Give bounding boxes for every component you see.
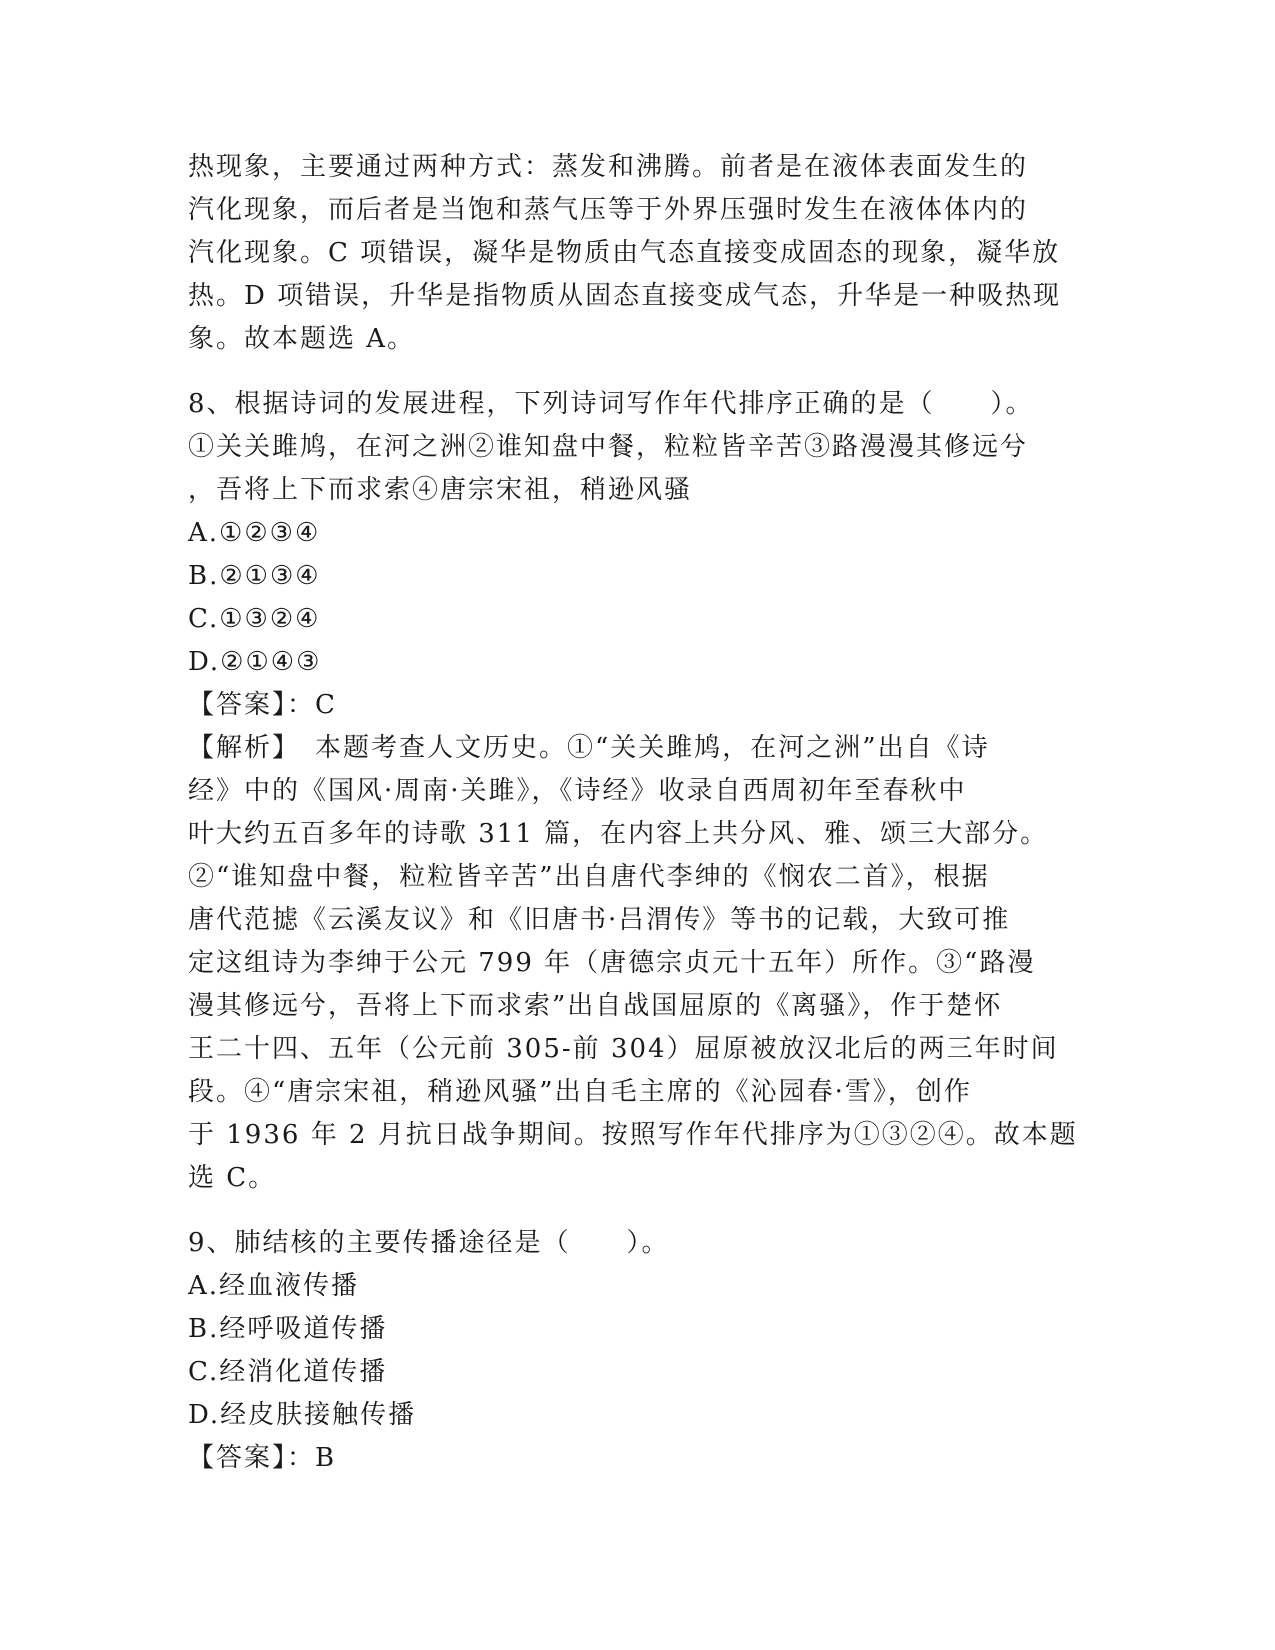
text-line: 象。故本题选 A。 xyxy=(188,324,416,354)
option-c: C.①③②④ xyxy=(188,604,321,634)
explanation-line: 选 C。 xyxy=(188,1163,277,1193)
explanation-line: 王二十四、五年（公元前 305-前 304）屈原被放汉北后的两三年时间 xyxy=(188,1034,1059,1064)
option-b: B.②①③④ xyxy=(188,561,321,591)
question-stem: ，吾将上下而求索④唐宗宋祖，稍逊风骚 xyxy=(188,475,693,505)
explanation-line: 经》中的《国风·周南·关雎》，《诗经》收录自西周初年至春秋中 xyxy=(188,776,967,806)
option-c: C.经消化道传播 xyxy=(188,1357,388,1387)
explanation-line: 【解析】 本题考查人文历史。①“关关雎鸠，在河之洲”出自《诗 xyxy=(188,733,990,763)
answer: 【答案】：C xyxy=(188,690,337,720)
explanation-line: 唐代范摅《云溪友议》和《旧唐书·吕渭传》等书的记载，大致可推 xyxy=(188,905,1011,935)
option-a: A.①②③④ xyxy=(188,518,321,548)
option-a: A.经血液传播 xyxy=(188,1271,360,1301)
text-line: 汽化现象。C 项错误，凝华是物质由气态直接变成固态的现象，凝华放 xyxy=(188,238,1061,268)
option-d: D.经皮肤接触传播 xyxy=(188,1400,417,1430)
text-line: 热现象，主要通过两种方式：蒸发和沸腾。前者是在液体表面发生的 xyxy=(188,152,1029,182)
question-7-explanation-tail xyxy=(188,146,1088,361)
explanation-line: 于 1936 年 2 月抗日战争期间。按照写作年代排序为①③②④。故本题 xyxy=(188,1120,1078,1150)
explanation-line: 段。④“唐宗宋祖，稍逊风骚”出自毛主席的《沁园春·雪》，创作 xyxy=(188,1077,972,1107)
option-b: B.经呼吸道传播 xyxy=(188,1314,388,1344)
explanation-line: 叶大约五百多年的诗歌 311 篇，在内容上共分风、雅、颂三大部分。 xyxy=(188,819,1049,849)
explanation-line: 漫其修远兮，吾将上下而求索”出自战国屈原的《离骚》，作于楚怀 xyxy=(188,991,1003,1021)
option-d: D.②①④③ xyxy=(188,647,322,677)
question-9 xyxy=(188,1222,1088,1480)
explanation-line: ②“谁知盘中餐，粒粒皆辛苦”出自唐代李绅的《悯农二首》，根据 xyxy=(188,862,990,892)
text-line: 汽化现象，而后者是当饱和蒸气压等于外界压强时发生在液体体内的 xyxy=(188,195,1029,225)
answer: 【答案】：B xyxy=(188,1443,337,1473)
explanation-line: 定这组诗为李绅于公元 799 年（唐德宗贞元十五年）所作。③“路漫 xyxy=(188,948,1036,978)
document-page xyxy=(188,146,1088,1480)
question-8 xyxy=(188,383,1088,1200)
question-stem: 9、肺结核的主要传播途径是（ ）。 xyxy=(188,1228,670,1258)
question-stem: 8、根据诗词的发展进程，下列诗词写作年代排序正确的是（ ）。 xyxy=(188,389,1034,419)
question-stem: ①关关雎鸠，在河之洲②谁知盘中餐，粒粒皆辛苦③路漫漫其修远兮 xyxy=(188,432,1029,462)
text-line: 热。D 项错误，升华是指物质从固态直接变成气态，升华是一种吸热现 xyxy=(188,281,1062,311)
